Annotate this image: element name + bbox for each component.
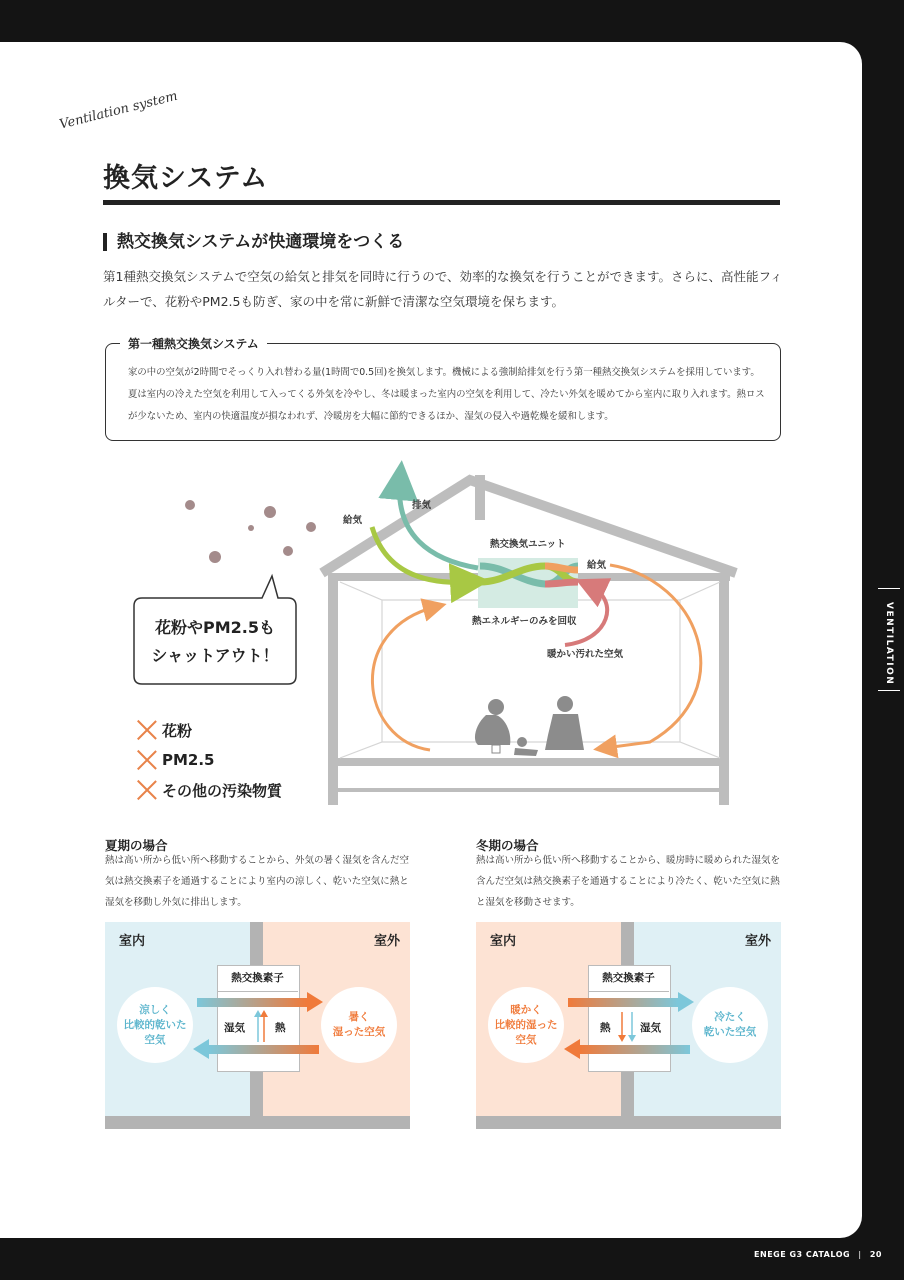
side-tab: VENTILATION — [884, 602, 894, 686]
exhaust-arrow — [400, 480, 478, 568]
footer-catalog: ENEGE G3 CATALOG — [754, 1250, 851, 1259]
label-supply-outside: 給気 — [343, 515, 363, 526]
summer-panel — [105, 922, 410, 1129]
footer-separator: | — [858, 1250, 862, 1259]
bubble-line-2: シャットアウト！ — [151, 646, 279, 665]
footer — [754, 1250, 882, 1259]
side-tab-line-top — [878, 588, 900, 589]
summer-text: 熱は高い所から低い所へ移動することから、外気の暑く湿気を含んだ空気は熱交換素子を通過することにより室内の涼しく、乾いた空気に熱と湿気を移動し外気に排出します。 — [105, 855, 410, 908]
info-box-label: 第一種熱交換気システム — [120, 335, 267, 352]
label-recover: 熱エネルギーのみを回収 — [472, 616, 577, 627]
page-title: 換気システム — [103, 163, 269, 194]
cross-icon — [136, 719, 158, 741]
blocked-item: PM2.5 — [136, 745, 282, 775]
label-supply-inside: 給気 — [587, 560, 607, 571]
winter-outdoor-circle: 冷たく 乾いた空気 — [692, 987, 768, 1063]
pollen-particles — [185, 500, 316, 563]
cross-icon — [136, 779, 158, 801]
summer-title: 夏期の場合 — [105, 838, 168, 853]
winter-label-heat: 熱 — [600, 1022, 611, 1034]
bubble-text — [140, 614, 290, 670]
label-exhaust: 排気 — [412, 500, 432, 511]
section-heading: 熱交換気システムが快適環境をつくる — [103, 233, 404, 251]
label-unit: 熱交換気ユニット — [490, 539, 566, 550]
side-tab-line-bottom — [878, 690, 900, 691]
summer-label-moisture: 湿気 — [224, 1022, 245, 1034]
blocked-item: その他の汚染物質 — [136, 775, 282, 805]
winter-label-moisture: 湿気 — [640, 1022, 661, 1034]
house-walls — [328, 577, 730, 805]
summer-indoor-circle: 涼しく 比較的乾いた 空気 — [117, 987, 193, 1063]
cross-icon — [136, 749, 158, 771]
script-subtitle: Ventilation system — [58, 88, 180, 133]
bubble-line-1: 花粉やPM2.5も — [155, 618, 275, 637]
winter-outdoor-label: 室外 — [744, 934, 771, 949]
winter-indoor-circle: 暖かく 比較的湿った 空気 — [488, 987, 564, 1063]
winter-element-label: 熱交換素子 — [588, 965, 669, 992]
info-box-text: 家の中の空気が2時間でそっくり入れ替わる量(1時間で0.5回)を換気します。機械による強制給排気を行う第一種熱交換気システムを採用しています。夏は室内の冷えた空気を利用して入ってくる外気を冷やし、冬は暖まった室内の空気を利用して、冷たい外気を暖めてから室内に取り入れます。熱ロスが少ないため、室内の快適温度が損なわれず、冷暖房を大幅に節約できるほか、湿気の侵入や過乾燥を緩和します。 — [128, 367, 765, 422]
summer-indoor-label: 室内 — [119, 934, 146, 949]
summer-label-heat: 熱 — [275, 1022, 286, 1034]
winter-indoor-label: 室内 — [490, 934, 517, 949]
family-silhouette — [475, 696, 584, 756]
blocked-item: 花粉 — [136, 715, 282, 745]
summer-outdoor-label: 室外 — [373, 934, 400, 949]
lead-paragraph: 第1種熱交換気システムで空気の給気と排気を同時に行うので、効率的な換気を行うことができます。さらに、高性能フィルターで、花粉やPM2.5も防ぎ、家の中を常に新鮮で清潔な空気環境を保ちます。 — [103, 269, 783, 309]
summer-outdoor-circle: 暑く 湿った空気 — [321, 987, 397, 1063]
summer-element-label: 熱交換素子 — [217, 965, 298, 992]
winter-panel — [476, 922, 781, 1129]
footer-page: 20 — [869, 1250, 882, 1259]
winter-title: 冬期の場合 — [476, 838, 539, 853]
label-warm-dirty: 暖かい汚れた空気 — [547, 649, 624, 660]
blocked-list — [136, 715, 282, 805]
winter-text: 熱は高い所から低い所へ移動することから、暖房時に暖められた湿気を含んだ空気は熱交換素子を通過することにより冷たく、乾いた空気に熱と湿気を移動させます。 — [476, 855, 781, 908]
title-rule — [103, 200, 780, 205]
